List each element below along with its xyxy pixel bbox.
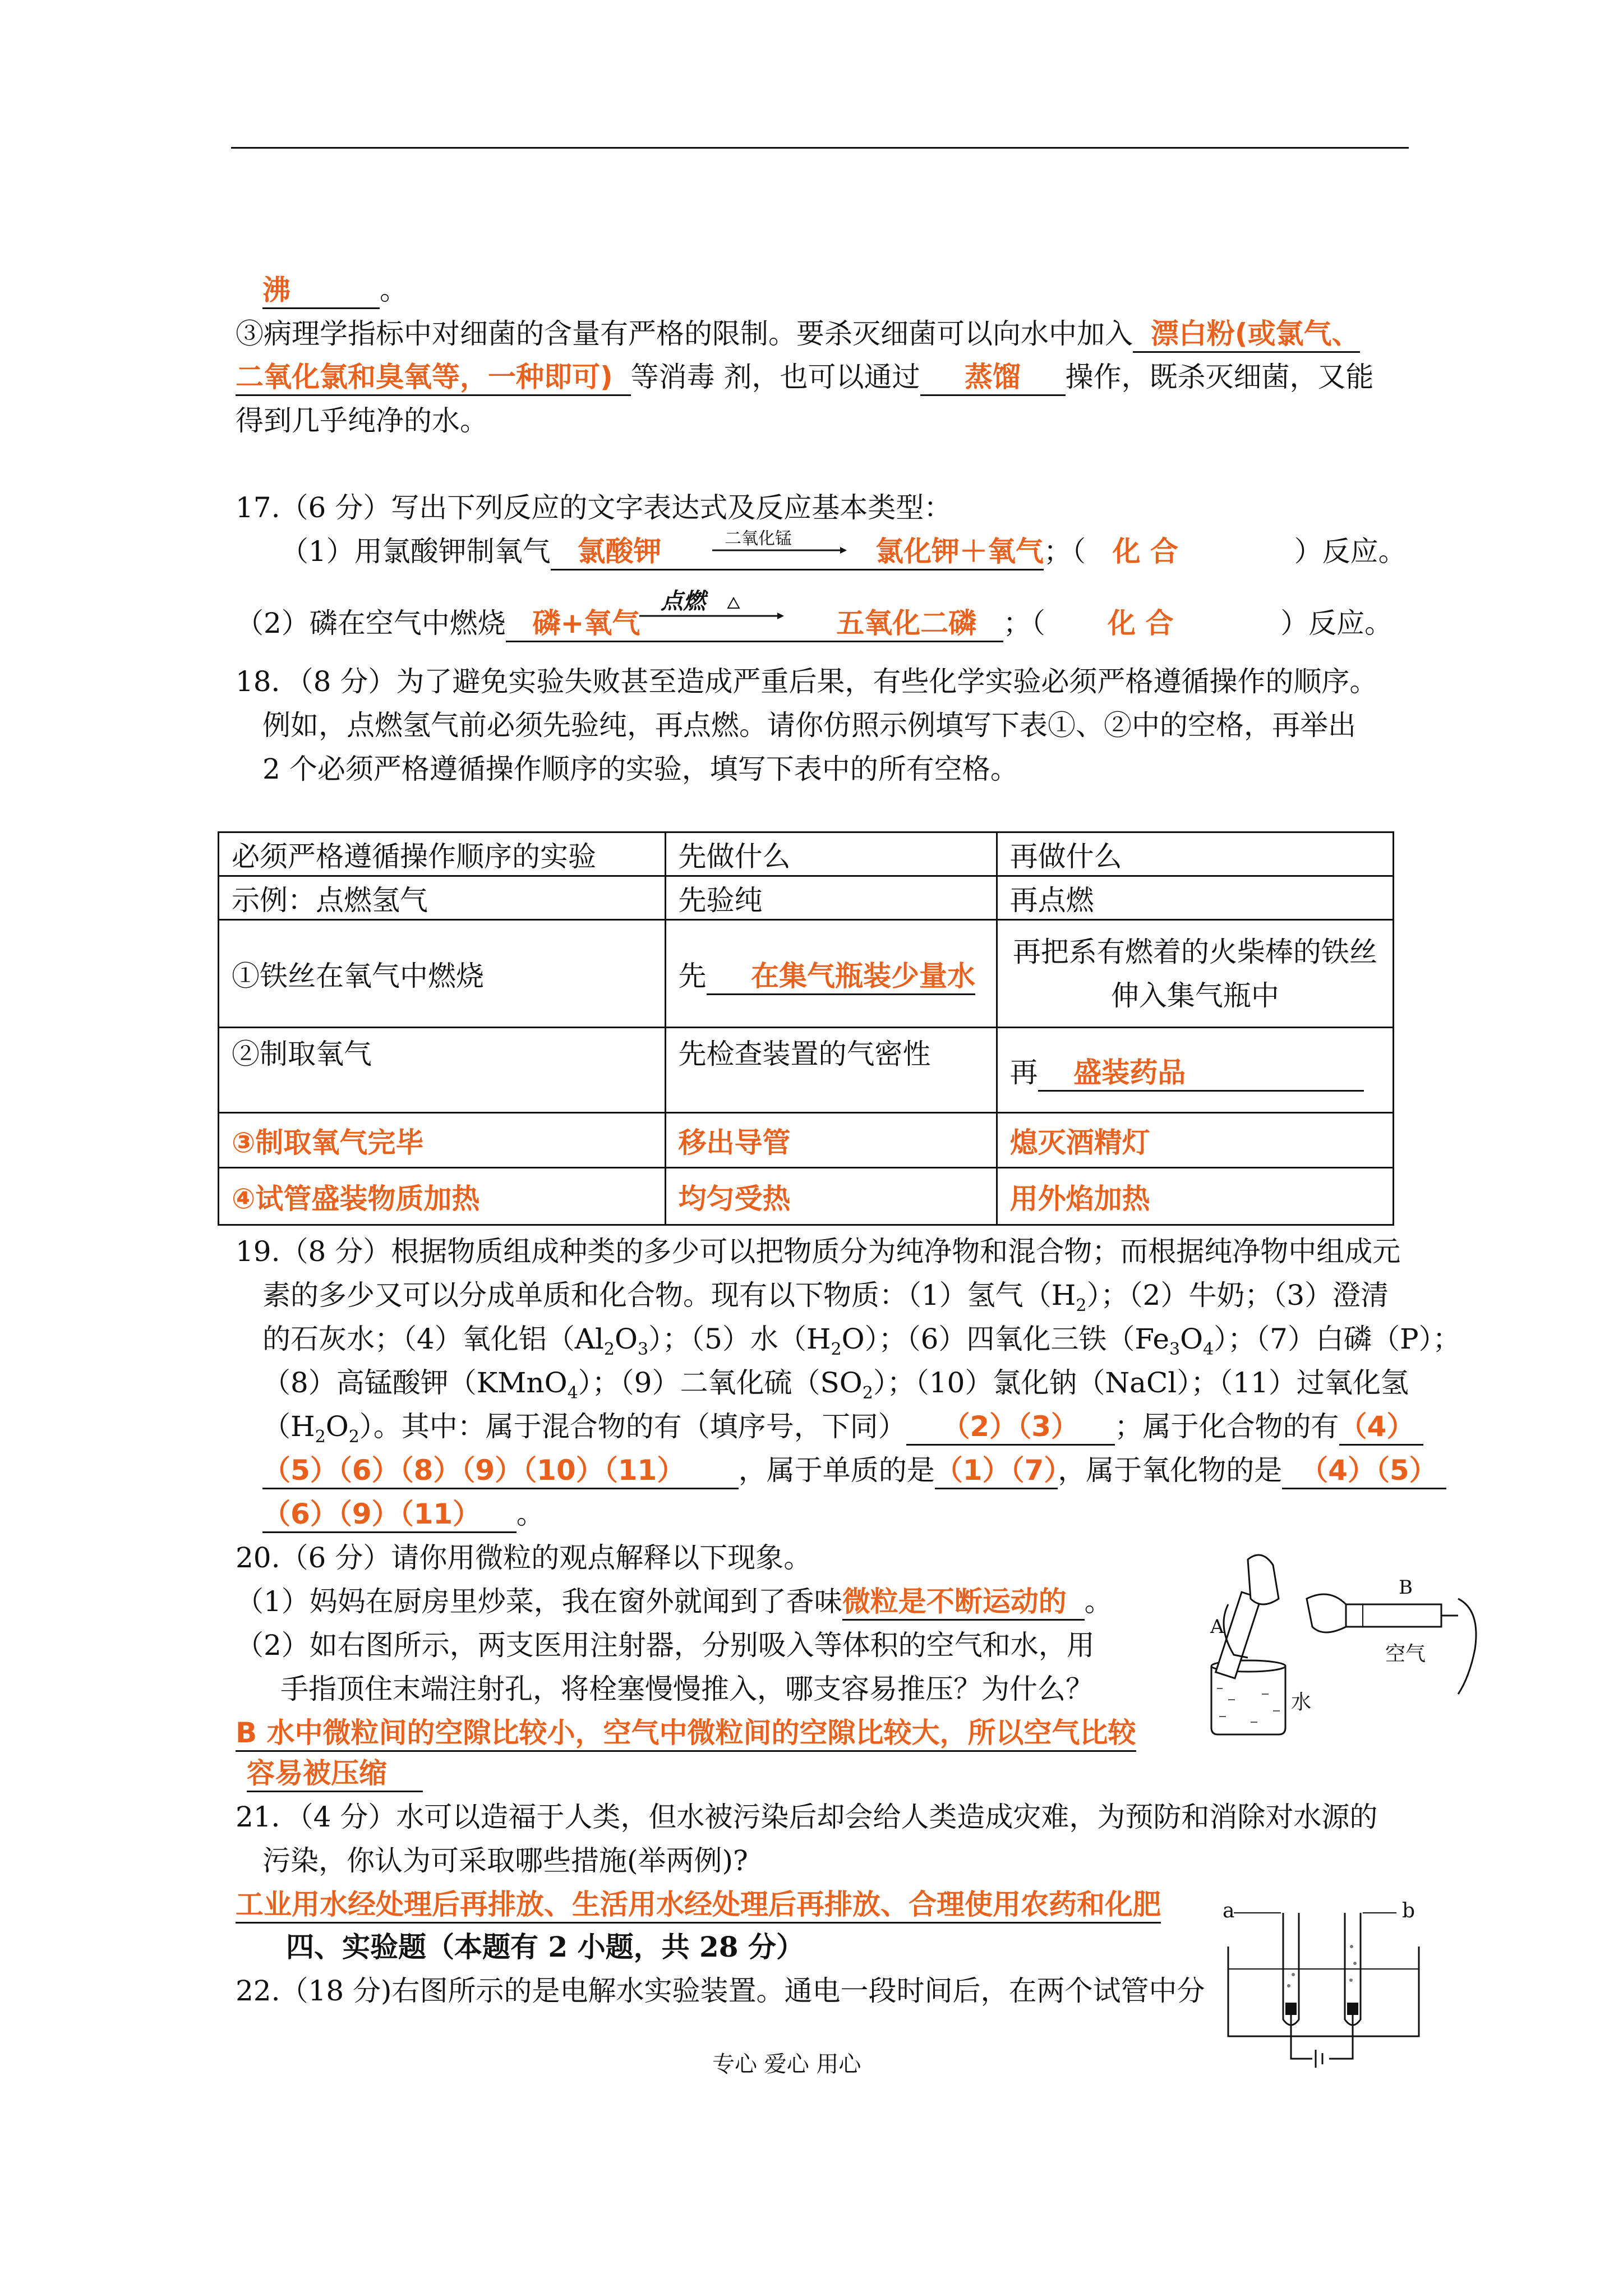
table-header: 必须严格遵循操作顺序的实验: [219, 832, 666, 876]
q16-part3-line2: 二氧化氯和臭氧等，一种即可) 等消毒 剂，也可以通过 蒸馏 操作，既杀灭细菌，又能: [236, 357, 1374, 397]
table-cell: 移出导管: [665, 1113, 997, 1168]
arrow-with-heat-icon: [639, 583, 785, 623]
table-header: 先做什么: [665, 832, 997, 876]
electrolysis-apparatus-icon: [1223, 1896, 1424, 2087]
table-cell: 再点燃: [997, 876, 1393, 920]
table-cell: 再 盛装药品: [997, 1028, 1393, 1113]
q18-stem-line2: 例如，点燃氢气前必须先验纯，再点燃。请你仿照示例填写下表①、②中的空格，再举出: [262, 709, 1356, 742]
table-cell: 先验纯: [665, 876, 997, 920]
q20-answer-line1: B 水中微粒间的空隙比较小，空气中微粒间的空隙比较大，所以空气比较: [236, 1713, 1136, 1752]
q19-line5: $(H_2O_2)$。其中：属于混合物的有（填序号，下同） （2）（3） ；属于化合物的有（4）: [262, 1407, 1423, 1457]
q20-part1: （1）妈妈在厨房里炒菜，我在窗外就闻到了香味微粒是不断运动的 。: [236, 1582, 1113, 1621]
table-cell: 先 在集气瓶装少量水: [665, 920, 997, 1028]
electrolysis-figure: [1223, 1896, 1424, 2087]
table-header-row: [219, 832, 1394, 876]
q20-answer-line2: 容易被压缩: [247, 1754, 423, 1793]
table-cell: ④试管盛装物质加热: [219, 1168, 666, 1225]
q18-stem-line1: 18．（8 分）为了避免实验失败甚至造成严重后果，有些化学实验必须严格遵循操作的顺序。: [236, 665, 1378, 698]
table-cell: ②制取氧气: [219, 1028, 666, 1113]
table-cell: 熄灭酒精灯: [997, 1113, 1393, 1168]
q21-line1: 21．（4 分）水可以造福于人类，但水被污染后却会给人类造成灾难，为预防和消除对水源的: [236, 1801, 1378, 1833]
q22-line1: 22.（18 分)右图所示的是电解水实验装置。通电一段时间后，在两个试管中分: [236, 1975, 1205, 2007]
label-b: B: [1399, 1576, 1413, 1599]
q19-line7: （6）（9）（11） 。: [262, 1494, 545, 1534]
q21-answer: 工业用水经处理后再排放、生活用水经处理后再排放、合理使用农药和化肥: [236, 1885, 1161, 1924]
reaction-arrow-ignite: [639, 583, 785, 623]
arrow-icon: [712, 524, 847, 558]
arrow-condition-label: 点燃: [661, 588, 706, 614]
q19-line3: 的石灰水；（4）氧化铝$(Al_2O_3)$；（5）水$(H_2O)$；（6）四氧化三铁$(Fe_3O_4)$；（7）白磷（P）；: [262, 1323, 1461, 1359]
label-b: b: [1402, 1899, 1415, 1922]
label-water: 水: [1291, 1691, 1312, 1714]
table-cell: 用外焰加热: [997, 1168, 1393, 1225]
arrow-condition-label: 二氧化锰: [725, 529, 792, 549]
table-cell: ③制取氧气完毕: [219, 1113, 666, 1168]
table-header: 再做什么: [997, 832, 1393, 876]
q17-part2: （2）磷在空气中燃烧 磷+氧气 五氧化二磷 ；（ 化 合 ）反应。: [236, 604, 1393, 643]
table-cell: 均匀受热: [665, 1168, 997, 1225]
table-row: [219, 1113, 1394, 1168]
q19-line1: 19.（8 分）根据物质组成种类的多少可以把物质分为纯净物和混合物；而根据纯净物中组成元: [236, 1235, 1401, 1268]
header-rule: [231, 147, 1409, 149]
q18-stem-line3: 2 个必须严格遵循操作顺序的实验，填写下表中的所有空格。: [262, 753, 1018, 785]
q20-stem: 20.（6 分）请你用微粒的观点解释以下现象。: [236, 1542, 812, 1574]
q20-part2-line1: （2）如右图所示，两支医用注射器，分别吸入等体积的空气和水，用: [236, 1629, 1095, 1662]
q20-part2-line2: 手指顶住末端注射孔，将栓塞慢慢推入，哪支容易推压？为什么？: [280, 1673, 1094, 1705]
q19-line4: （8）高锰酸钾（KMnO$_4$）；（9）二氧化硫$(SO_2)$；（10）氯化钠（NaCl）；（11）过氧化氢: [262, 1366, 1409, 1403]
label-a: a: [1223, 1899, 1235, 1922]
page-footer: 专心 爱心 用心: [712, 2051, 861, 2077]
q16-part3-line3: 得到几乎纯净的水。: [236, 404, 488, 437]
label-a: A: [1210, 1616, 1224, 1638]
table-cell: 再把系有燃着的火柴棒的铁丝伸入集气瓶中: [997, 920, 1393, 1028]
table-cell: ①铁丝在氧气中燃烧: [219, 920, 666, 1028]
syringe-figure: [1195, 1537, 1486, 1739]
q19-line6: （5）（6）（8）（9）（10）（11） ，属于单质的是（1）（7），属于氧化物的是 （4）（5）: [262, 1451, 1446, 1490]
q21-line2: 污染，你认为可采取哪些措施(举两例)?: [262, 1844, 748, 1877]
table-cell: 示例：点燃氢气: [219, 876, 666, 920]
q16-continued-answer: 沸 。: [262, 270, 408, 310]
table-row: [219, 1028, 1394, 1113]
q19-line2: 素的多少又可以分成单质和化合物。现有以下物质：（1）氢气$(H_2)$；（2）牛奶；（3）澄清: [262, 1279, 1389, 1315]
q17-part1: （1）用氯酸钾制氧气 氯酸钾 氯化钾＋氧气；（ 化 合 ）反应。: [280, 532, 1407, 571]
table-row: [219, 920, 1394, 1028]
table-cell: 先检查装置的气密性: [665, 1028, 997, 1113]
syringe-illustration-icon: [1195, 1537, 1486, 1739]
section-heading: 四、实验题（本题有 2 小题，共 28 分）: [286, 1930, 804, 1963]
operation-order-table: [218, 831, 1394, 1226]
label-air: 空气: [1385, 1642, 1426, 1665]
table-row: [219, 876, 1394, 920]
q17-stem: 17.（6 分）写出下列反应的文字表达式及反应基本类型：: [236, 491, 952, 524]
table-row: [219, 1168, 1394, 1225]
q16-part3-line1: ③病理学指标中对细菌的含量有严格的限制。要杀灭细菌可以向水中加入 漂白粉(或氯气、: [236, 314, 1360, 353]
reaction-arrow-catalyst: [712, 524, 847, 558]
